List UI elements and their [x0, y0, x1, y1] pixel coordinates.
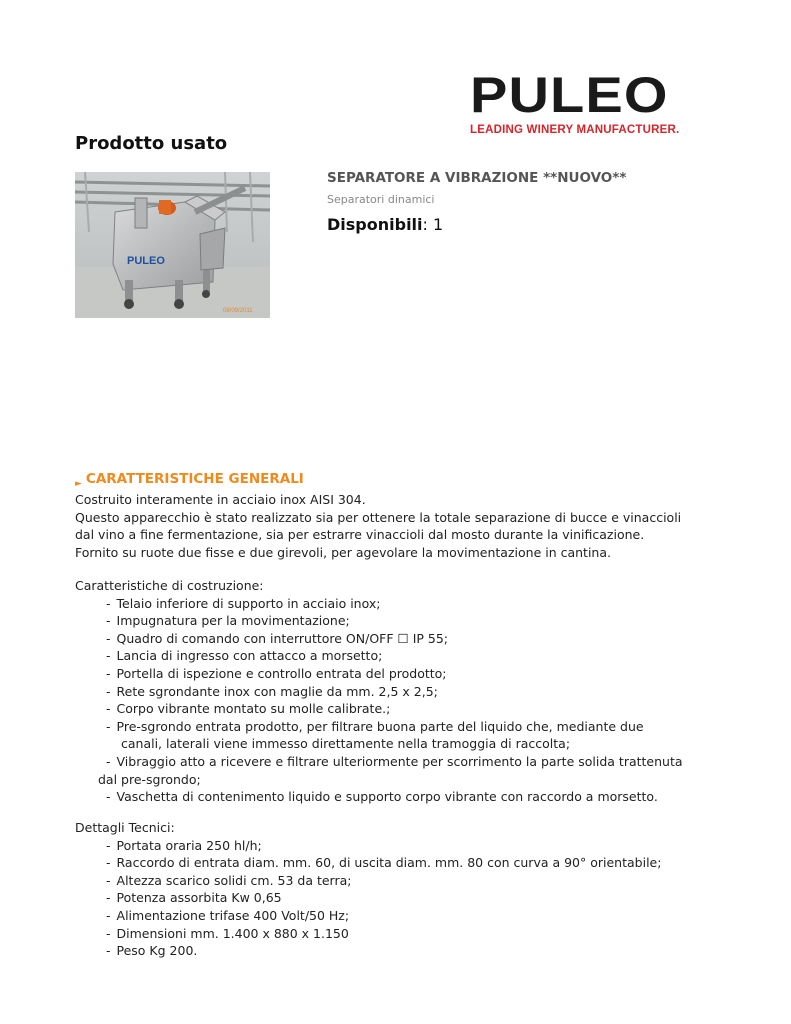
list-item: - Peso Kg 200. [106, 943, 198, 959]
intro-line: Costruito interamente in acciaio inox AISI 304. [75, 492, 366, 507]
brand-logo [470, 67, 692, 136]
bullet-arrow-icon: ► [75, 479, 82, 489]
list-item: - Pre-sgrondo entrata prodotto, per filtrare buona parte del liquido che, mediante due canali, laterali viene immesso direttamente nella tramoggia di raccolta; [106, 718, 644, 752]
product-category: Separatori dinamici [327, 193, 435, 206]
technical-block [75, 819, 661, 960]
list-item: - Quadro di comando con interruttore ON/OFF ☐ IP 55; [106, 630, 449, 646]
photo-date-stamp: 08/09/2011 [223, 308, 253, 314]
list-item: - Alimentazione trifase 400 Volt/50 Hz; [106, 907, 350, 923]
list-item: - Corpo vibrante montato su molle calibrate.; [106, 701, 391, 717]
availability-label: Disponibili [327, 215, 423, 234]
intro-line: Fornito su ruote due fisse e due girevoli, per agevolare la movimentazione in cantina. [75, 544, 611, 560]
list-item: - Altezza scarico solidi cm. 53 da terra; [106, 872, 352, 888]
intro-line: dal vino a fine fermentazione, sia per estrarre vinaccioli dal mosto durante la vinificazione. [75, 527, 645, 543]
construction-heading: Caratteristiche di costruzione: [75, 578, 264, 593]
list-item: - Telaio inferiore di supporto in acciaio inox; [106, 595, 381, 611]
technical-list [75, 837, 661, 960]
list-item: - Raccordo di entrata diam. mm. 60, di uscita diam. mm. 80 con curva a 90° orientabile; [106, 855, 662, 871]
list-item: - Lancia di ingresso con attacco a morsetto; [106, 648, 383, 664]
construction-block [75, 577, 683, 806]
intro-paragraph [75, 491, 681, 561]
page-title: Prodotto usato [75, 133, 228, 154]
availability-value: 1 [433, 215, 444, 234]
availability: Disponibili: 1 [327, 215, 444, 234]
brand-name: PULEO [470, 67, 669, 123]
product-photo [75, 172, 270, 318]
technical-heading: Dettagli Tecnici: [75, 820, 175, 835]
product-name[interactable]: SEPARATORE A VIBRAZIONE **NUOVO** [327, 170, 627, 186]
list-item: - Impugnatura per la movimentazione; [106, 613, 350, 629]
photo-brand-label: PULEO [127, 255, 165, 267]
brand-tagline: LEADING WINERY MANUFACTURER. [470, 124, 680, 136]
section-heading [75, 471, 304, 489]
list-item: - Dimensioni mm. 1.400 x 880 x 1.150 [106, 925, 349, 941]
list-item: - Rete sgrondante inox con maglie da mm. 2,5 x 2,5; [106, 683, 438, 699]
list-item: - Vibraggio atto a ricevere e filtrare ulteriormente per scorrimento la parte solida trattenuta dal pre-sgrondo; [98, 753, 683, 787]
section-title: CARATTERISTICHE GENERALI [85, 471, 304, 487]
construction-list [75, 595, 683, 806]
list-item: - Portella di ispezione e controllo entrata del prodotto; [106, 665, 447, 681]
list-item: - Potenza assorbita Kw 0,65 [106, 890, 282, 906]
list-item: - Portata oraria 250 hl/h; [106, 837, 262, 853]
list-item: - Vaschetta di contenimento liquido e supporto corpo vibrante con raccordo a morsetto. [106, 789, 658, 805]
intro-line: Questo apparecchio è stato realizzato sia per ottenere la totale separazione di bucce e vinaccioli [75, 509, 682, 525]
